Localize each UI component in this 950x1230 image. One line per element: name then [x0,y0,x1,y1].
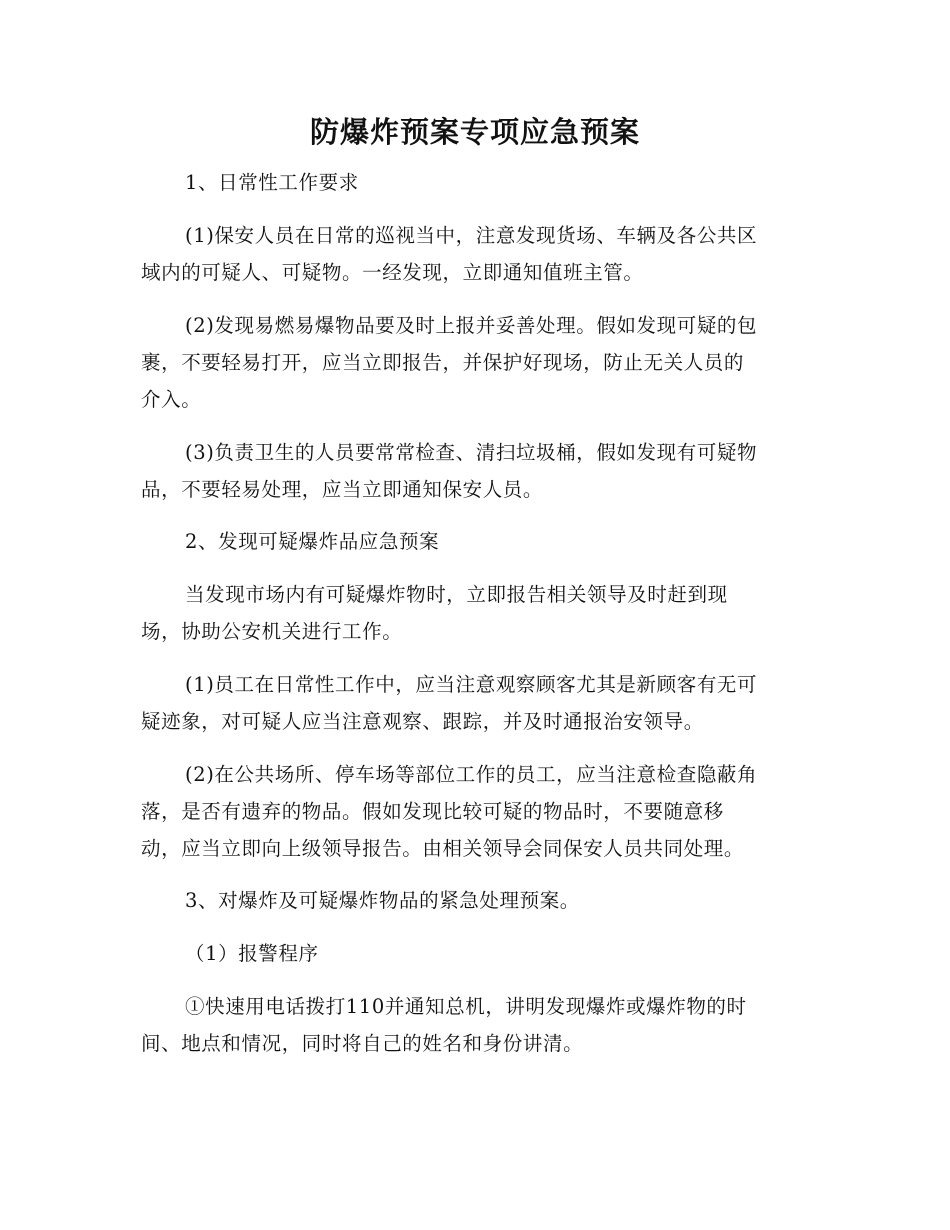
paragraph-line: 域内的可疑人、可疑物。一经发现，立即通知值班主管。 [141,261,644,284]
paragraph-2-2 [141,756,811,867]
paragraph-line: 场，协助公安机关进行工作。 [141,620,403,643]
paragraph-line: (3)负责卫生的人员要常常检查、清扫垃圾桶，假如发现有可疑物 [185,441,758,464]
paragraph-line: 2、发现可疑爆炸品应急预案 [185,530,440,553]
paragraph-line: ①快速用电话拨打110并通知总机，讲明发现爆炸或爆炸物的时 [185,995,747,1018]
paragraph-line: 落，是否有遗弃的物品。假如发现比较可疑的物品时，不要随意移 [141,800,724,823]
paragraph-3-1-1 [141,988,811,1062]
paragraph-line: (2)在公共场所、停车场等部位工作的员工，应当注意检查隐蔽角 [185,763,758,786]
paragraph-line: 动，应当立即向上级领导报告。由相关领导会同保安人员共同处理。 [141,837,745,860]
paragraph-line: 间、地点和情况，同时将自己的姓名和身份讲清。 [141,1032,584,1055]
paragraph-line: 疑迹象，对可疑人应当注意观察、跟踪，并及时通报治安领导。 [141,710,704,733]
section-heading-3 [141,882,811,919]
document-title: 防爆炸预案专项应急预案 [309,115,640,149]
paragraph-line: 介入。 [141,388,202,411]
paragraph-line: 1、日常性工作要求 [185,171,359,194]
paragraph-line: (1)员工在日常性工作中，应当注意观察顾客尤其是新顾客有无可 [185,673,758,696]
paragraph-line: 裹，不要轻易打开，应当立即报告，并保护好现场，防止无关人员的 [141,351,745,374]
paragraph-line: 当发现市场内有可疑爆炸物时，立即报告相关领导及时赶到现 [185,583,728,606]
section-heading-2 [141,523,811,560]
section-heading-1 [141,164,811,201]
paragraph-line: （1）报警程序 [185,942,319,965]
paragraph-2-1 [141,666,811,740]
paragraph-1-1 [141,217,811,291]
paragraph-line: (2)发现易燃易爆物品要及时上报并妥善处理。假如发现可疑的包 [185,314,758,337]
paragraph-2-intro [141,576,811,650]
subsection-heading-3-1 [141,935,811,972]
paragraph-line: (1)保安人员在日常的巡视当中，注意发现货场、车辆及各公共区 [185,224,758,247]
paragraph-1-2 [141,307,811,418]
paragraph-1-3 [141,434,811,508]
paragraph-line: 3、对爆炸及可疑爆炸物品的紧急处理预案。 [185,889,580,912]
paragraph-line: 品，不要轻易处理，应当立即通知保安人员。 [141,478,544,501]
